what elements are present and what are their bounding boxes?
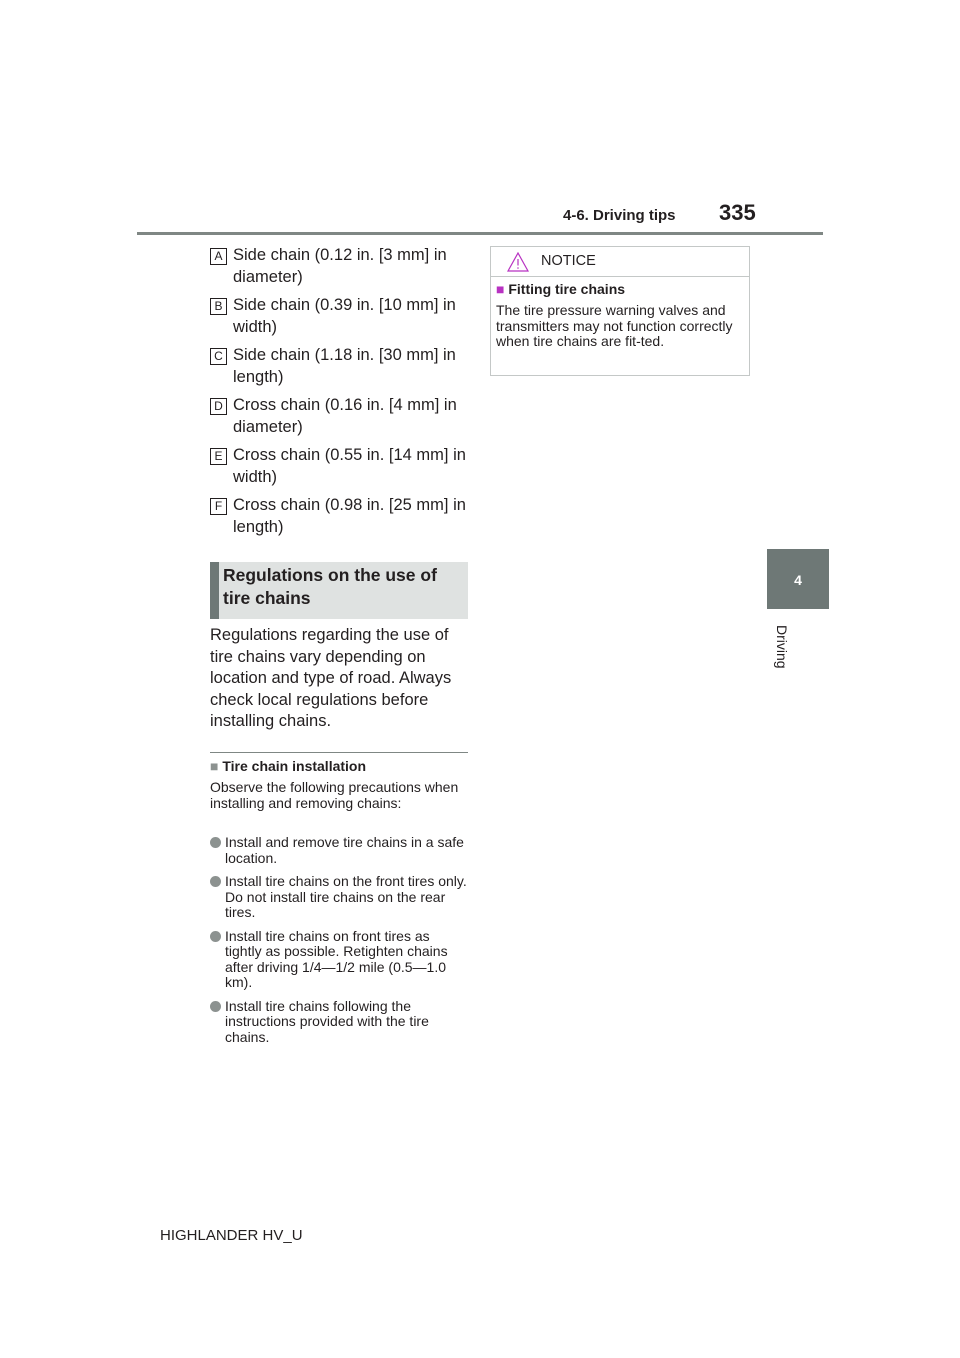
square-bullet-icon: ■ [210, 758, 219, 774]
section-heading: Regulations on the use of tire chains [223, 565, 437, 608]
notice-body: The tire pressure warning valves and transmitters may not function correctly when tire chains are fit-ted. [496, 302, 733, 349]
section-heading-box [210, 562, 468, 619]
notice-subheading [496, 281, 625, 297]
bullet-dot-icon [210, 931, 221, 942]
page-number: 335 [719, 200, 756, 225]
section-intro: Regulations regarding the use of tire chains vary depending on location and type of road. Always check local regulations before installing chains. [210, 626, 452, 730]
installation-heading [210, 758, 366, 774]
header-divider [137, 232, 823, 235]
legend-key: A [210, 248, 227, 265]
legend-item [210, 244, 472, 294]
notice-title: NOTICE [541, 253, 596, 269]
legend-item [210, 394, 472, 444]
list-item-text: Install and remove tire chains in a safe location. [225, 834, 464, 866]
list-item-text: Install tire chains following the instructions provided with the tire chains. [225, 997, 429, 1045]
legend-key: B [210, 298, 227, 315]
legend-text: Side chain (0.12 in. [3 mm] in diameter) [233, 246, 447, 286]
legend-item [210, 444, 472, 494]
chapter-label: Driving [774, 625, 790, 669]
legend-item [210, 494, 472, 544]
list-item [210, 999, 470, 1046]
notice-subheading-text: Fitting tire chains [508, 281, 626, 297]
legend-text: Cross chain (0.55 in. [14 mm] in width) [233, 446, 466, 486]
legend-text: Side chain (1.18 in. [30 mm] in length) [233, 346, 456, 386]
list-item-text: Install tire chains on front tires as tightly as possible. Retighten chains after driving 1/4—1/2 mile (0.5—1.0 km). [225, 927, 448, 990]
section-heading-accent [210, 562, 219, 619]
list-item [210, 874, 470, 921]
list-item [210, 835, 470, 866]
legend-text: Cross chain (0.98 in. [25 mm] in length) [233, 496, 466, 536]
legend-text: Cross chain (0.16 in. [4 mm] in diameter) [233, 396, 457, 436]
notice-box [490, 246, 750, 376]
legend-key: D [210, 398, 227, 415]
legend-key: C [210, 348, 227, 365]
bullet-dot-icon [210, 837, 221, 848]
installation-intro: Observe the following precautions when installing and removing chains: [210, 779, 459, 811]
installation-heading-text: Tire chain installation [222, 758, 367, 774]
section-title: 4-6. Driving tips [563, 207, 676, 224]
warning-triangle-icon [507, 252, 529, 272]
list-item-text: Install tire chains on the front tires only. Do not install tire chains on the rear tires. [225, 873, 467, 920]
footer-model: HIGHLANDER HV_U [160, 1227, 303, 1244]
legend-text: Side chain (0.39 in. [10 mm] in width) [233, 296, 456, 336]
list-item [210, 929, 470, 991]
square-bullet-icon: ■ [496, 281, 505, 297]
bullet-dot-icon [210, 1001, 221, 1012]
legend-key: F [210, 498, 227, 515]
notice-header [491, 247, 749, 277]
subsection-divider [210, 752, 468, 753]
legend-key: E [210, 448, 227, 465]
precaution-list [210, 835, 470, 1053]
chain-dimension-legend [210, 244, 472, 544]
bullet-dot-icon [210, 876, 221, 887]
chapter-number: 4 [794, 572, 802, 588]
legend-item [210, 344, 472, 394]
legend-item [210, 294, 472, 344]
